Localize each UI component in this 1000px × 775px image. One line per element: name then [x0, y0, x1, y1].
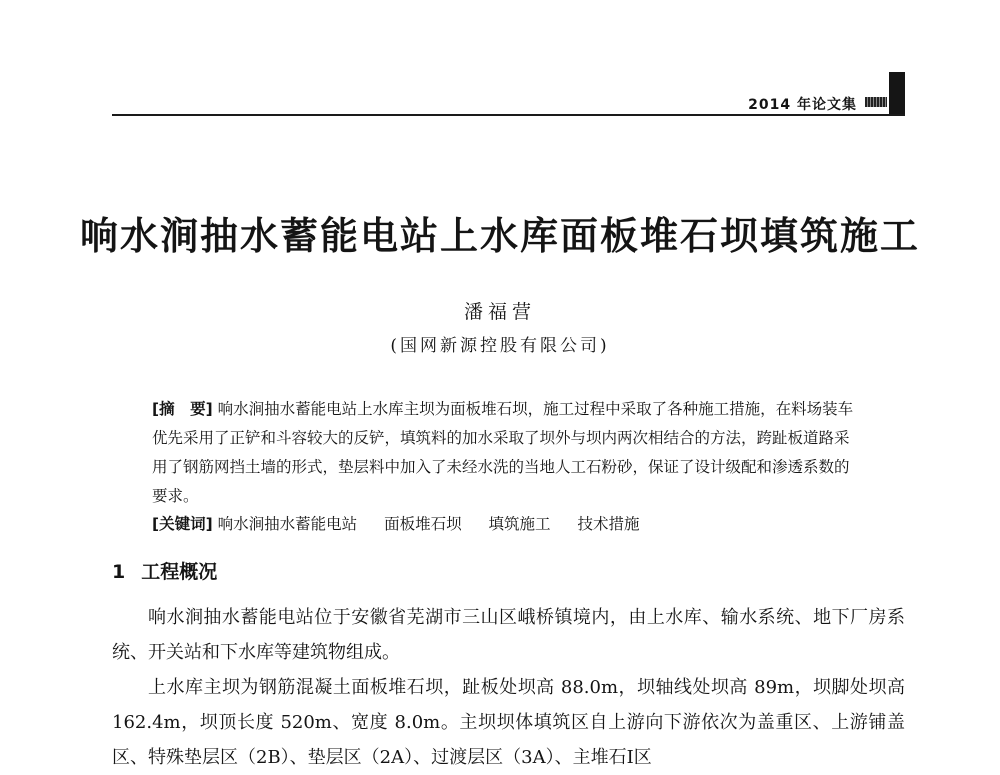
keywords-label: [关键词]	[152, 515, 213, 533]
keywords	[152, 511, 864, 537]
abstract-label: [摘 要]	[152, 400, 213, 418]
journal-name: 2014 年论文集	[748, 97, 857, 113]
section-heading	[112, 557, 217, 584]
keyword: 面板堆石坝	[384, 515, 462, 533]
header-decoration-icon	[865, 97, 887, 107]
abstract	[152, 395, 864, 511]
author-affiliation: (国网新源控股有限公司)	[390, 336, 610, 356]
keyword: 响水涧抽水蓄能电站	[217, 515, 358, 533]
running-header	[112, 94, 905, 112]
abstract-text: 响水涧抽水蓄能电站上水库主坝为面板堆石坝，施工过程中采取了各种施工措施，在料场装车优先采用了正铲和斗容较大的反铲，填筑料的加水采取了坝外与坝内两次相结合的方法，跨趾板道路采用了钢筋网挡土墙的形式，垫层料中加入了未经水洗的当地人工石粉砂，保证了设计级配和渗透系数的要求。	[152, 400, 854, 505]
section-number: 1	[112, 561, 126, 583]
keyword: 技术措施	[577, 515, 640, 533]
author-name: 潘福营	[463, 301, 536, 323]
paragraph: 上水库主坝为钢筋混凝土面板堆石坝，趾板处坝高 88.0m，坝轴线处坝高 89m，坝脚处坝高 162.4m，坝顶长度 520m、宽度 8.0m。主坝坝体填筑区自上游向下游依次为盖重区、上游铺盖区、特殊垫层区（2B）、垫层区（2A）、过渡层区（3A）、主堆石Ⅰ区	[112, 677, 905, 768]
paragraph: 响水涧抽水蓄能电站位于安徽省芜湖市三山区峨桥镇境内，由上水库、输水系统、地下厂房系统、开关站和下水库等建筑物组成。	[112, 607, 905, 663]
keyword: 填筑施工	[488, 515, 551, 533]
section-title: 工程概况	[141, 561, 218, 583]
header-rule	[112, 114, 905, 116]
paper-title: 响水涧抽水蓄能电站上水库面板堆石坝填筑施工	[79, 214, 920, 258]
